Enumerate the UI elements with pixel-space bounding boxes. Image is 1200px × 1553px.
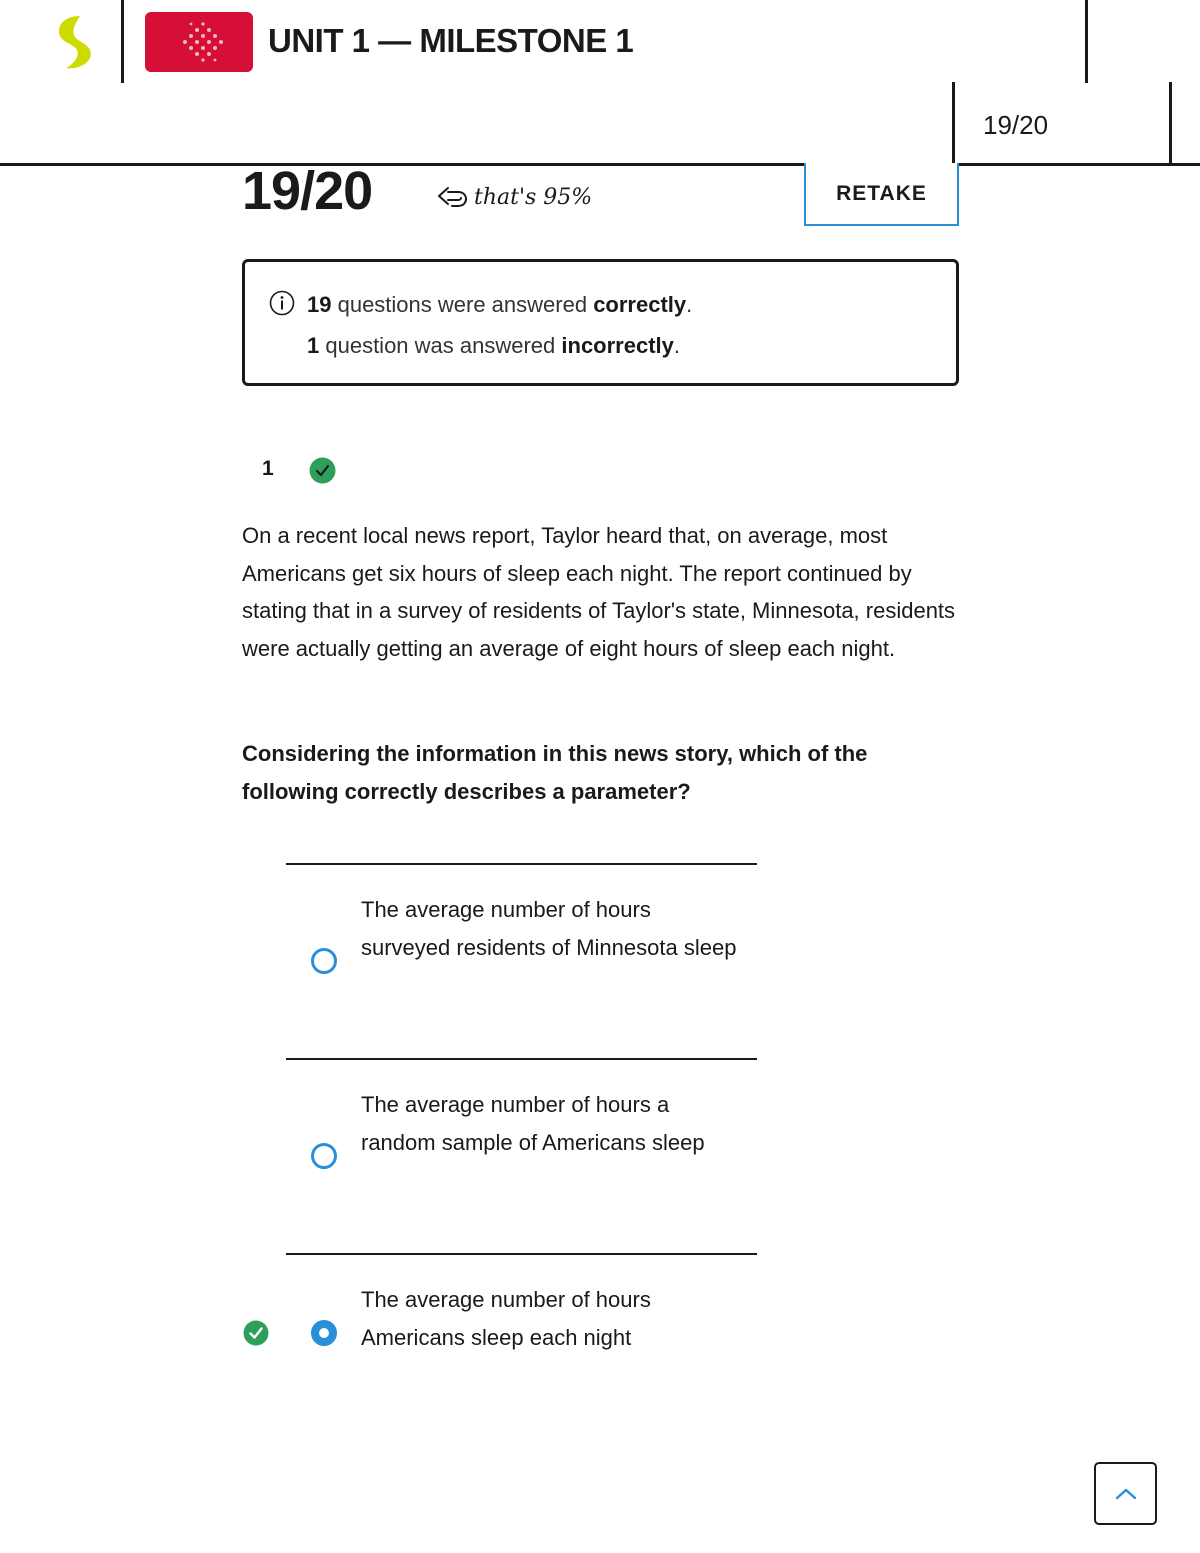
correct-summary-text: questions were answered xyxy=(331,292,594,317)
sophia-logo-icon[interactable] xyxy=(50,12,100,72)
answer-option-2[interactable]: The average number of hours a random sample of Americans sleep xyxy=(361,1092,705,1155)
results-summary xyxy=(242,259,959,386)
question-prompt: Considering the information in this news story, which of the following correctly describes a parameter? xyxy=(242,741,868,804)
correct-summary-period: . xyxy=(686,292,693,317)
chevron-up-icon xyxy=(1114,1486,1138,1502)
course-pattern-icon xyxy=(145,12,253,72)
answer-radio-1[interactable] xyxy=(311,948,337,974)
incorrect-summary xyxy=(307,333,680,359)
incorrect-summary-text: question was answered xyxy=(319,333,562,358)
answer-option-3[interactable]: The average number of hours Americans sleep each night xyxy=(361,1287,651,1350)
correct-summary xyxy=(307,292,692,318)
option-divider xyxy=(286,863,757,865)
retake-button[interactable]: RETAKE xyxy=(804,163,959,226)
correct-check-icon xyxy=(309,457,336,484)
score-tab[interactable] xyxy=(952,82,1172,166)
question-number: 1 xyxy=(262,457,274,480)
percent-note xyxy=(436,184,592,210)
answer-radio-3-selected[interactable] xyxy=(311,1320,337,1346)
correct-answer-check-icon xyxy=(243,1320,269,1346)
header-rule xyxy=(0,163,1200,166)
percent-note-text: that's 95% xyxy=(474,184,593,210)
unit-title: UNIT 1 — MILESTONE 1 xyxy=(268,22,634,59)
incorrect-word: incorrectly xyxy=(561,333,674,358)
score-tab-label: 19/20 xyxy=(983,110,1049,140)
incorrect-summary-period: . xyxy=(673,333,681,358)
top-header xyxy=(0,0,1200,82)
curved-arrow-left-icon xyxy=(436,184,468,210)
header-divider xyxy=(121,0,124,83)
option-divider xyxy=(286,1058,757,1060)
option-divider xyxy=(286,1253,757,1255)
score-heading: 19/20 xyxy=(242,161,373,221)
course-thumbnail[interactable] xyxy=(145,12,253,72)
header-divider-right xyxy=(1085,0,1088,83)
back-to-top-button[interactable] xyxy=(1094,1462,1157,1525)
answer-radio-2[interactable] xyxy=(311,1143,337,1169)
answer-option-1[interactable]: The average number of hours surveyed residents of Minnesota sleep xyxy=(361,897,737,960)
info-icon xyxy=(269,290,295,316)
question-stem: On a recent local news report, Taylor heard that, on average, most Americans get six hours of sleep each night. The report continued by stating that in a survey of residents of Taylor's state, Minnesota, residents were actually getting an average of eight hours of sleep each night. xyxy=(242,523,956,661)
incorrect-count: 1 xyxy=(307,333,320,358)
correct-count: 19 xyxy=(307,292,332,317)
correct-word: correctly xyxy=(593,292,687,317)
